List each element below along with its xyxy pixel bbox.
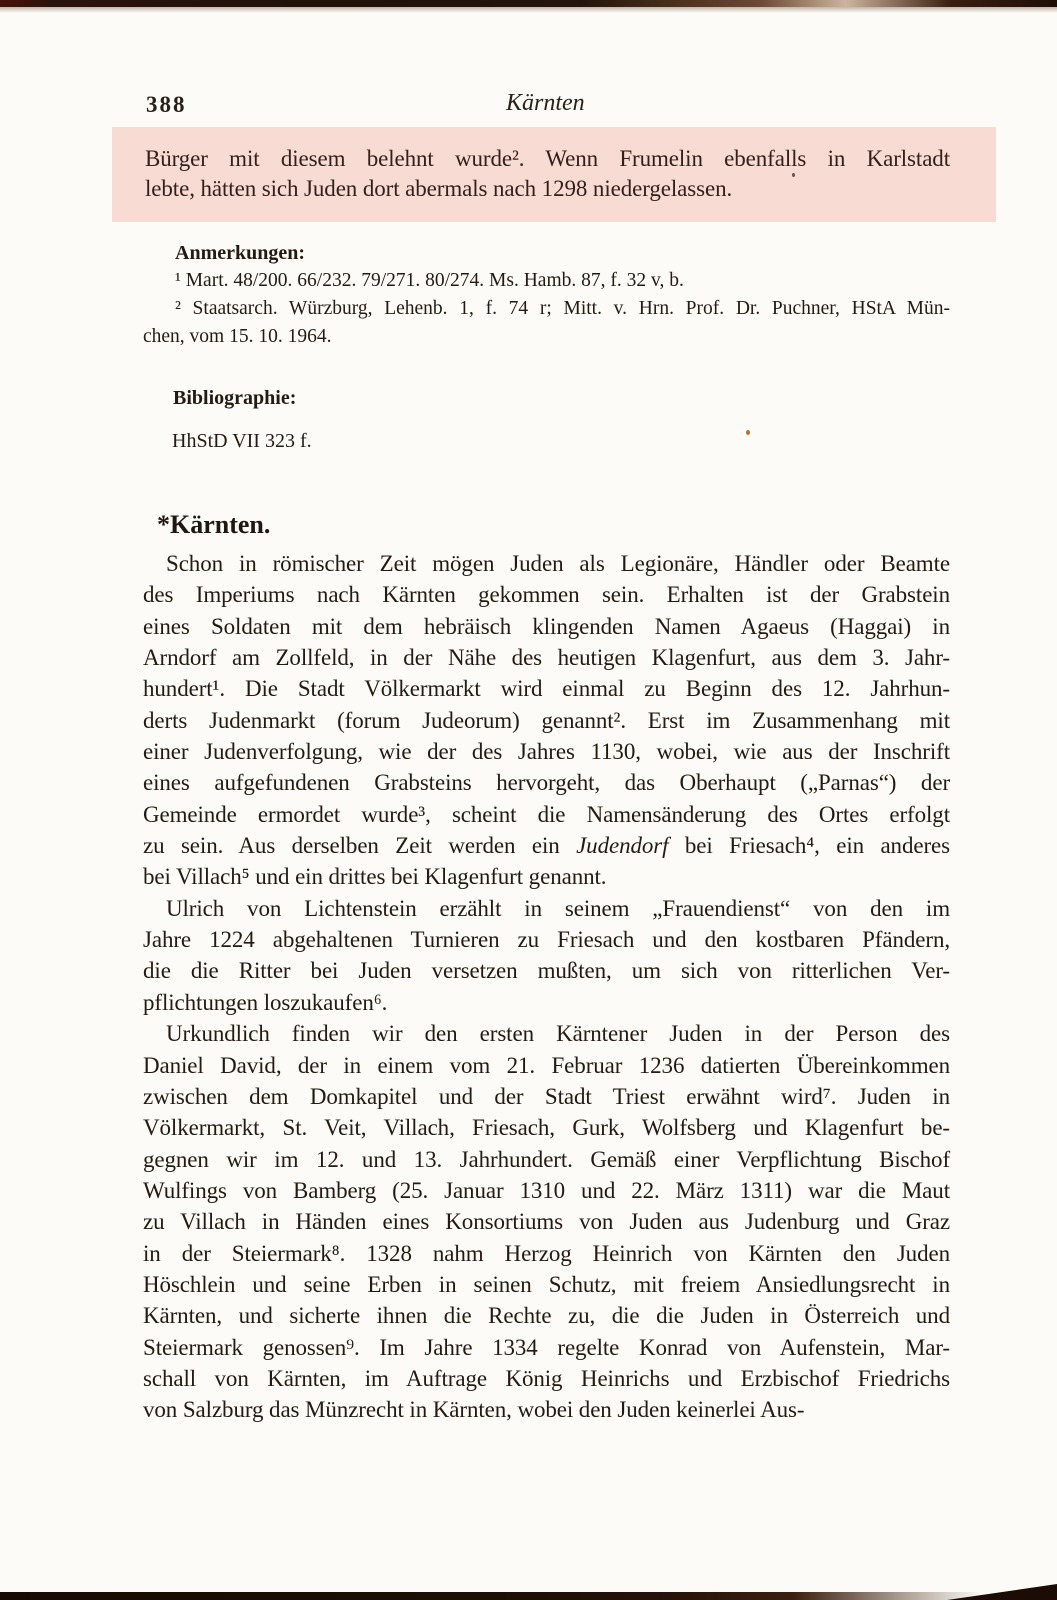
paragraph-3 <box>143 1018 950 1425</box>
text-line: in der Steiermark⁸. 1328 nahm Herzog Heinrich von Kärnten den Juden <box>143 1240 950 1266</box>
paragraph-1 <box>143 548 950 893</box>
text-line: des Imperiums nach Kärnten gekommen sein. Erhalten ist der Grabstein <box>143 582 950 608</box>
text-line: Völkermarkt, St. Veit, Villach, Friesach, Gurk, Wolfsberg und Klagenfurt be- <box>143 1115 950 1141</box>
footnotes-heading: Anmerkungen: <box>175 242 306 264</box>
highlighted-passage-text <box>145 144 950 204</box>
scan-corner-shadow <box>947 1584 1057 1600</box>
text-line: Wulfings von Bamberg (25. Januar 1310 und 22. März 1311) war die Maut <box>143 1177 950 1203</box>
text-line: pflichtungen loszukaufen⁶. <box>143 989 388 1015</box>
text-line: Jahre 1224 abgehaltenen Turnieren zu Friesach und den kostbaren Pfändern, <box>143 927 950 953</box>
running-head-title: Kärnten <box>506 90 585 116</box>
text-line: einer Judenverfolgung, wie der des Jahres 1130, wobei, wie aus der Inschrift <box>143 739 950 765</box>
text-line: Daniel David, der in einem vom 21. Februar 1236 datierten Übereinkommen <box>143 1052 950 1078</box>
text-line: Arndorf am Zollfeld, in der Nähe des heutigen Klagenfurt, aus dem 3. Jahr- <box>143 645 950 671</box>
footnotes-block <box>143 239 950 351</box>
text-line: Kärnten, und sicherte ihnen die Rechte zu, die die Juden in Österreich und <box>143 1303 950 1329</box>
text-line: zu Villach in Händen eines Konsortiums von Juden aus Judenburg und Graz <box>143 1209 950 1235</box>
text-line: lebte, hätten sich Juden dort abermals nach 1298 niedergelassen. <box>145 176 733 201</box>
text-line: Gemeinde ermordet wurde³, scheint die Namensänderung des Ortes erfolgt <box>143 801 950 827</box>
text-line: derts Judenmarkt (forum Judeorum) genannt². Erst im Zusammenhang mit <box>143 707 950 733</box>
bibliography-entry: HhStD VII 323 f. <box>172 430 312 452</box>
text-line: Bürger mit diesem belehnt wurde². Wenn Frumelin ebenfalls in Karlstadt <box>145 146 950 171</box>
paragraph-2 <box>143 893 950 1018</box>
scan-speck <box>746 430 750 435</box>
body-text <box>143 548 950 1426</box>
scan-top-edge-shadow <box>0 7 1057 13</box>
text-line: bei Villach⁵ und ein drittes bei Klagenfurt genannt. <box>143 864 607 890</box>
footnote-1: ¹ Mart. 48/200. 66/232. 79/271. 80/274. Ms. Hamb. 87, f. 32 v, b. <box>175 270 684 291</box>
scan-speck <box>792 173 795 177</box>
bibliography-block <box>143 384 950 455</box>
footnote-2-line-2: chen, vom 15. 10. 1964. <box>143 326 332 347</box>
text-line: hundert¹. Die Stadt Völkermarkt wird einmal zu Beginn des 12. Jahrhun- <box>143 676 950 702</box>
page-number: 388 <box>146 92 187 117</box>
text-line: eines Soldaten mit dem hebräisch klingenden Namen Agaeus (Haggai) in <box>143 613 950 639</box>
highlighted-passage <box>112 127 996 222</box>
scan-top-edge <box>0 0 1057 7</box>
text-line: zwischen dem Domkapitel und der Stadt Triest erwähnt wird⁷. Juden in <box>143 1083 950 1109</box>
text-line: Ulrich von Lichtenstein erzählt in seinem „Frauendienst“ von den im <box>166 895 950 921</box>
footnote-2-line-1: ² Staatsarch. Würzburg, Lehenb. 1, f. 74 r; Mitt. v. Hrn. Prof. Dr. Puchner, HStA Mün- <box>175 298 950 319</box>
text-line: Höschlein und seine Erben in seinen Schutz, mit freiem Ansiedlungsrecht in <box>143 1271 950 1297</box>
text-line: die die Ritter bei Juden versetzen mußten, um sich von ritterlichen Ver- <box>143 958 950 984</box>
text-line: eines aufgefundenen Grabsteins hervorgeht, das Oberhaupt („Parnas“) der <box>143 770 950 796</box>
scan-bottom-edge <box>0 1592 1057 1600</box>
bibliography-heading: Bibliographie: <box>173 387 297 409</box>
text-line: schall von Kärnten, im Auftrage König Heinrichs und Erzbischof Friedrichs <box>143 1365 950 1391</box>
text-line: zu sein. Aus derselben Zeit werden ein Judendorf bei Friesach⁴, ein anderes <box>143 833 950 859</box>
text-line: Steiermark genossen⁹. Im Jahre 1334 regelte Konrad von Aufenstein, Mar- <box>143 1334 950 1360</box>
text-line: gegnen wir im 12. und 13. Jahrhundert. Gemäß einer Verpflichtung Bischof <box>143 1146 950 1172</box>
section-heading: *Kärnten. <box>157 510 271 539</box>
text-line: Schon in römischer Zeit mögen Juden als Legionäre, Händler oder Beamte <box>166 551 950 576</box>
text-line: Urkundlich finden wir den ersten Kärntener Juden in der Person des <box>166 1021 950 1047</box>
text-line: von Salzburg das Münzrecht in Kärnten, wobei den Juden keinerlei Aus- <box>143 1397 805 1423</box>
